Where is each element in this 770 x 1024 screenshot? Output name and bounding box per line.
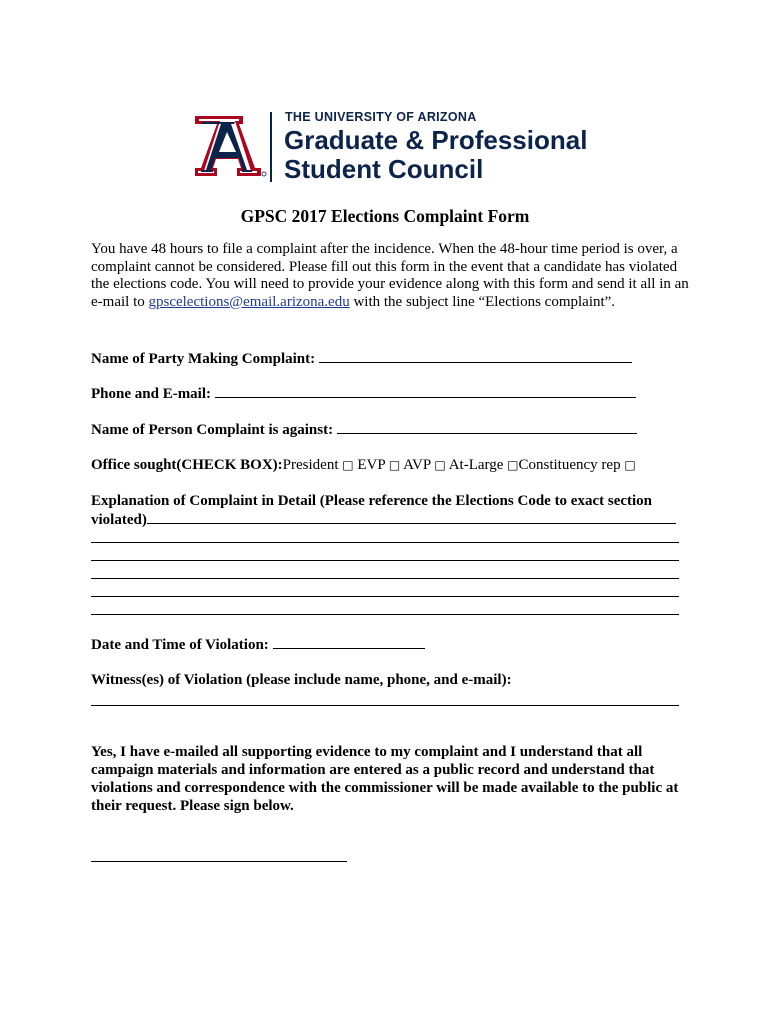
email-link[interactable]: gpscelections@email.arizona.edu xyxy=(148,293,350,310)
checkbox-avp[interactable]: □ xyxy=(434,458,446,472)
person-input[interactable] xyxy=(337,421,637,434)
checkbox-president[interactable]: □ xyxy=(342,458,354,472)
explanation-input-line-3[interactable] xyxy=(91,560,679,561)
intro-text-end: with the subject line “Elections complaint”. xyxy=(349,293,616,310)
office-label: Office sought(CHECK BOX): xyxy=(91,457,283,473)
office-option-president: President xyxy=(282,457,339,473)
date-time-field xyxy=(91,636,425,654)
attestation-statement: Yes, I have e-mailed all supporting evidence to my complaint and I understand that all campaign materials and information are entered as a public record and understand that violations and correspondence with the commissioner will be made available to the public at their request. Please sign below. xyxy=(91,744,679,814)
office-option-at-large: At-Large xyxy=(448,457,504,473)
party-field xyxy=(91,350,632,368)
office-option-avp: AVP xyxy=(403,457,431,473)
explanation-input-line-5[interactable] xyxy=(91,596,679,597)
explanation-label-line-1: Explanation of Complaint in Detail (Please reference the Elections Code to exact section xyxy=(91,493,653,509)
party-input[interactable] xyxy=(319,350,632,363)
explanation-input-line-2[interactable] xyxy=(91,542,679,543)
explanation-input-line-6[interactable] xyxy=(91,614,679,615)
checkbox-constituency-rep[interactable]: □ xyxy=(624,458,636,472)
date-time-label: Date and Time of Violation: xyxy=(91,637,269,653)
explanation-input-line-4[interactable] xyxy=(91,578,679,579)
university-of-arizona-a-logo xyxy=(193,114,267,178)
phone-email-field xyxy=(91,385,636,403)
phone-email-input[interactable] xyxy=(215,385,636,398)
intro-paragraph xyxy=(91,241,691,311)
logo-university-name: THE UNIVERSITY OF ARIZONA xyxy=(285,110,477,124)
checkbox-evp[interactable]: □ xyxy=(388,458,401,472)
form-title: GPSC 2017 Elections Complaint Form xyxy=(240,206,530,226)
explanation-field xyxy=(91,511,676,529)
office-option-constituency-rep: Constituency rep xyxy=(518,457,621,473)
checkbox-at-large[interactable]: □ xyxy=(507,458,519,472)
signature-line[interactable] xyxy=(91,861,347,862)
logo-council-line-1: Graduate & Professional xyxy=(284,125,588,155)
explanation-label-line-2: violated) xyxy=(91,512,147,528)
office-option-evp: EVP xyxy=(357,457,386,473)
phone-email-label: Phone and E-mail: xyxy=(91,386,212,402)
witness-label: Witness(es) of Violation (please include name, phone, and e-mail): xyxy=(91,672,512,688)
logo-council-line-2: Student Council xyxy=(284,154,484,184)
logo-divider xyxy=(270,112,272,182)
intro-text: You have 48 hours to file a complaint after the incidence. When the 48-hour time period is over, a complaint cannot be considered. Please fill out this form in the event that a candidate has violated the elections code. You will need to provide your evidence along with this form and send it all in an e-mail to xyxy=(91,241,689,310)
person-field xyxy=(91,421,637,439)
party-label: Name of Party Making Complaint: xyxy=(91,351,316,367)
witness-input[interactable] xyxy=(91,705,679,706)
office-field xyxy=(91,457,636,474)
explanation-input-line-1[interactable] xyxy=(147,511,676,524)
date-time-input[interactable] xyxy=(273,636,425,649)
person-label: Name of Person Complaint is against: xyxy=(91,422,334,438)
